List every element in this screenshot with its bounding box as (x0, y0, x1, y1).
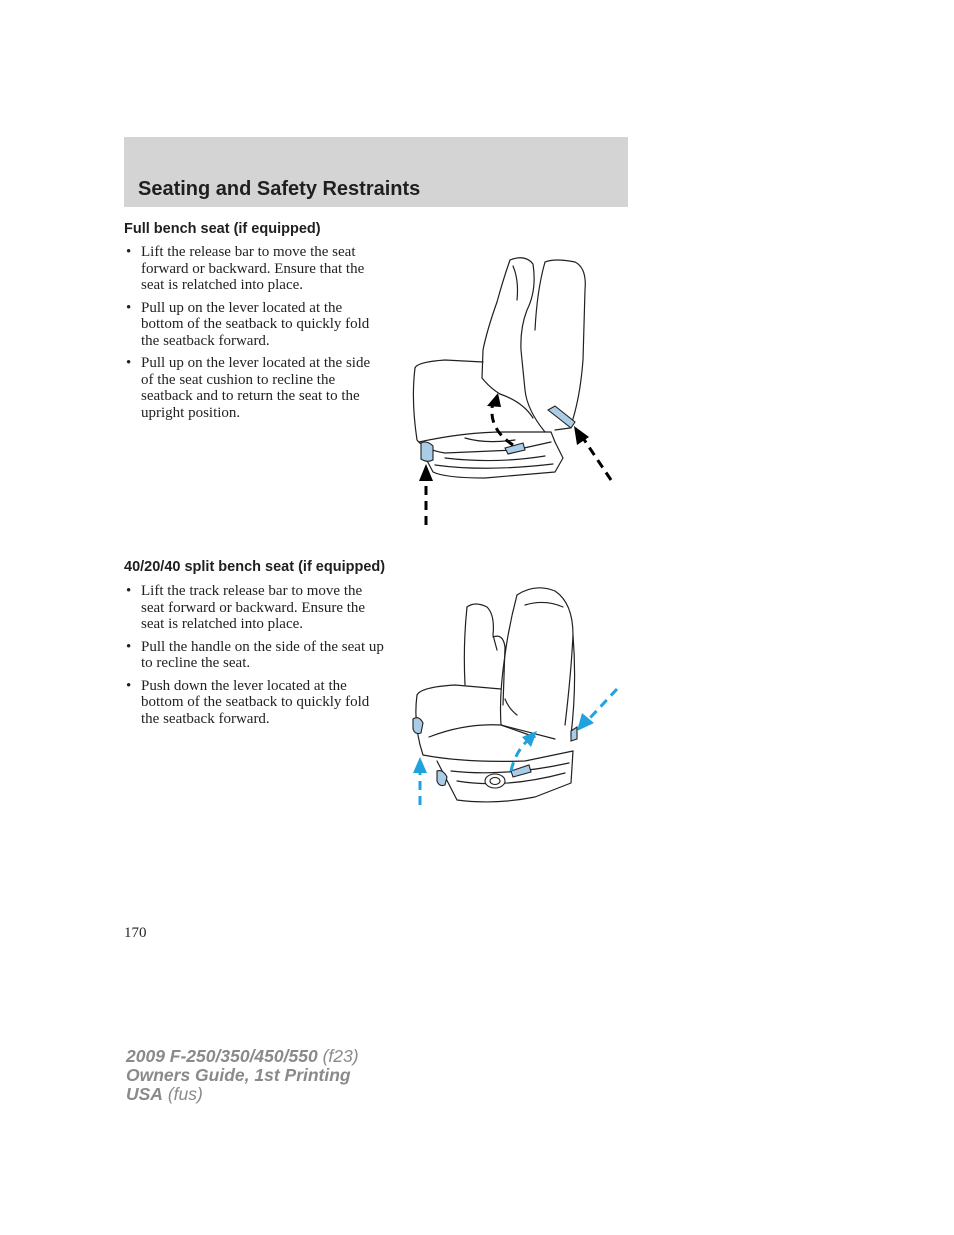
footer-market: USA (126, 1084, 163, 1104)
section-heading-split-bench: 40/20/40 split bench seat (if equipped) (124, 559, 386, 575)
page-number: 170 (124, 925, 147, 941)
list-item: • Push down the lever located at the bottom of the seatback to quickly fold the seatback forward. (124, 678, 384, 728)
full-bench-seat-illustration (405, 250, 620, 535)
footer-model-code: (f23) (322, 1046, 359, 1066)
split-bench-seat-illustration (405, 585, 620, 810)
section-header-band (124, 137, 628, 207)
split-bench-instructions (124, 583, 384, 733)
list-item: • Pull up on the lever located at the bottom of the seatback to quickly fold the seatback forward. (124, 300, 384, 350)
list-item: • Pull up on the lever located at the side of the seat cushion to recline the seatback and to return the seat to the upright position. (124, 355, 384, 421)
page-title: Seating and Safety Restraints (138, 178, 421, 200)
document-footer (126, 1047, 359, 1104)
full-bench-instructions (124, 244, 384, 427)
list-item: • Pull the handle on the side of the seat up to recline the seat. (124, 639, 384, 672)
list-item: • Lift the release bar to move the seat forward or backward. Ensure that the seat is relatched into place. (124, 244, 384, 294)
section-heading-full-bench: Full bench seat (if equipped) (124, 221, 321, 237)
footer-edition: Owners Guide, 1st Printing (126, 1065, 351, 1085)
footer-model: 2009 F-250/350/450/550 (126, 1046, 318, 1066)
footer-market-code: (fus) (167, 1084, 203, 1104)
list-item: • Lift the track release bar to move the seat forward or backward. Ensure the seat is relatched into place. (124, 583, 384, 633)
